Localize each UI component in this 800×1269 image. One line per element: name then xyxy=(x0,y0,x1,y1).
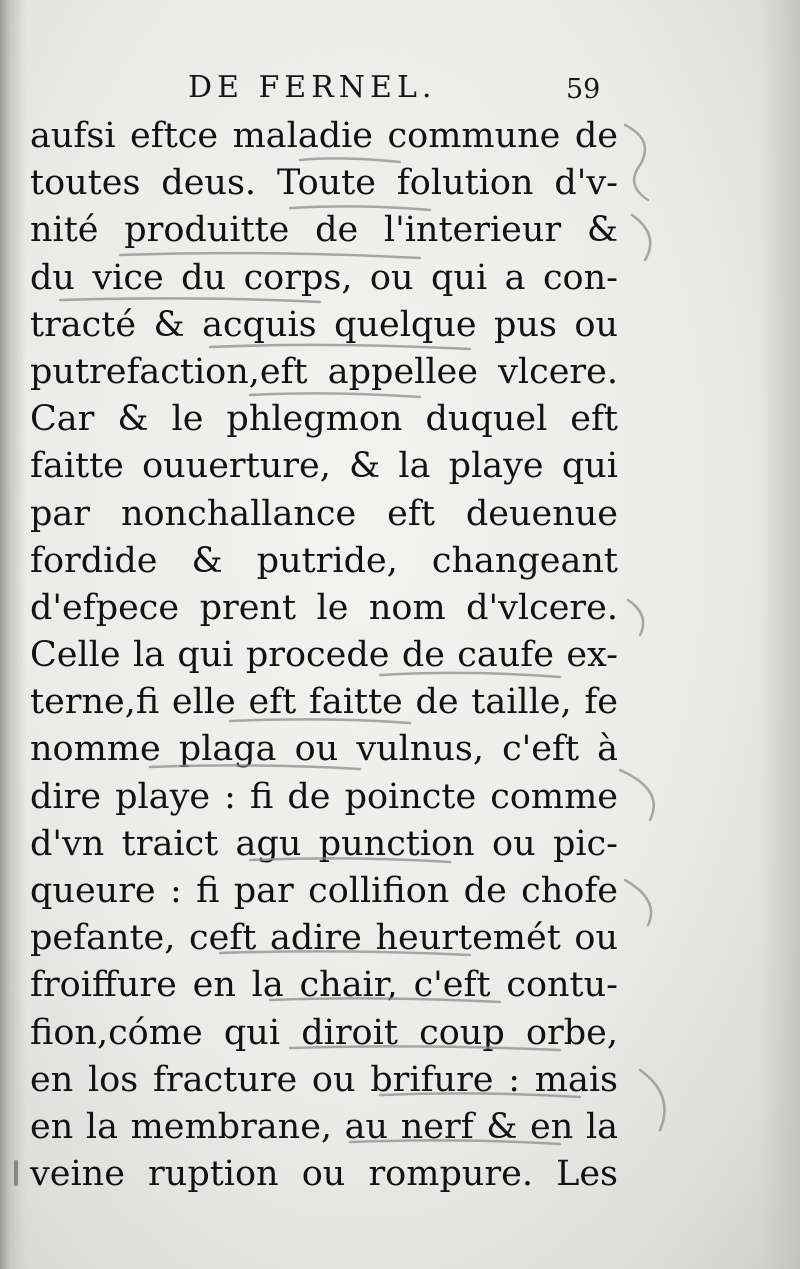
text-line: pefante, ceft adire heurtemét ou xyxy=(30,918,618,959)
margin-bracket xyxy=(625,125,648,200)
ink-speck xyxy=(14,1160,18,1186)
text-line: froiffure en la chair, c'eft contu- xyxy=(30,965,618,1006)
text-line: Car & le phlegmon duquel eft xyxy=(30,399,618,440)
text-line: d'efpece prent le nom d'vlcere. xyxy=(30,587,618,628)
text-line: en la membrane, au nerf & en la xyxy=(30,1106,618,1147)
text-line: fordide & putride, changeant xyxy=(30,540,618,581)
text-line: terne,fi elle eft faitte de taille, fe xyxy=(30,682,618,723)
page-edge-shadow xyxy=(760,0,800,1269)
text-line: fion,cóme qui diroit coup orbe, xyxy=(30,1012,618,1053)
body-text xyxy=(30,113,618,1198)
text-line: veine ruption ou rompure. Les xyxy=(30,1154,618,1195)
text-line: Celle la qui procede de caufe ex- xyxy=(30,635,618,676)
page-number: 59 xyxy=(566,74,601,105)
text-line: nomme plaga ou vulnus, c'eft à xyxy=(30,729,618,770)
page-header xyxy=(0,66,800,110)
text-line: faitte ouuerture, & la playe qui xyxy=(30,446,618,487)
text-line: d'vn traict agu punction ou pic- xyxy=(30,823,618,864)
text-line: nité produitte de l'interieur & xyxy=(30,210,618,251)
text-line: en los fracture ou brifure : mais xyxy=(30,1059,618,1100)
text-line: toutes deus. Toute folution d'v- xyxy=(30,163,618,204)
text-line: dire playe : fi de poincte comme xyxy=(30,776,618,817)
text-line: putrefaction,eft appellee vlcere. xyxy=(30,351,618,392)
text-line: queure : fi par collifion de chofe xyxy=(30,871,618,911)
running-head: DE FERNEL. xyxy=(188,70,437,105)
text-line: tracté & acquis quelque pus ou xyxy=(30,304,618,345)
spine-shadow xyxy=(0,0,26,1269)
text-line: par nonchallance eft deuenue xyxy=(30,493,618,534)
text-line: aufsi eftce maladie commune de xyxy=(30,116,618,156)
text-line: du vice du corps, ou qui a con- xyxy=(30,257,618,298)
